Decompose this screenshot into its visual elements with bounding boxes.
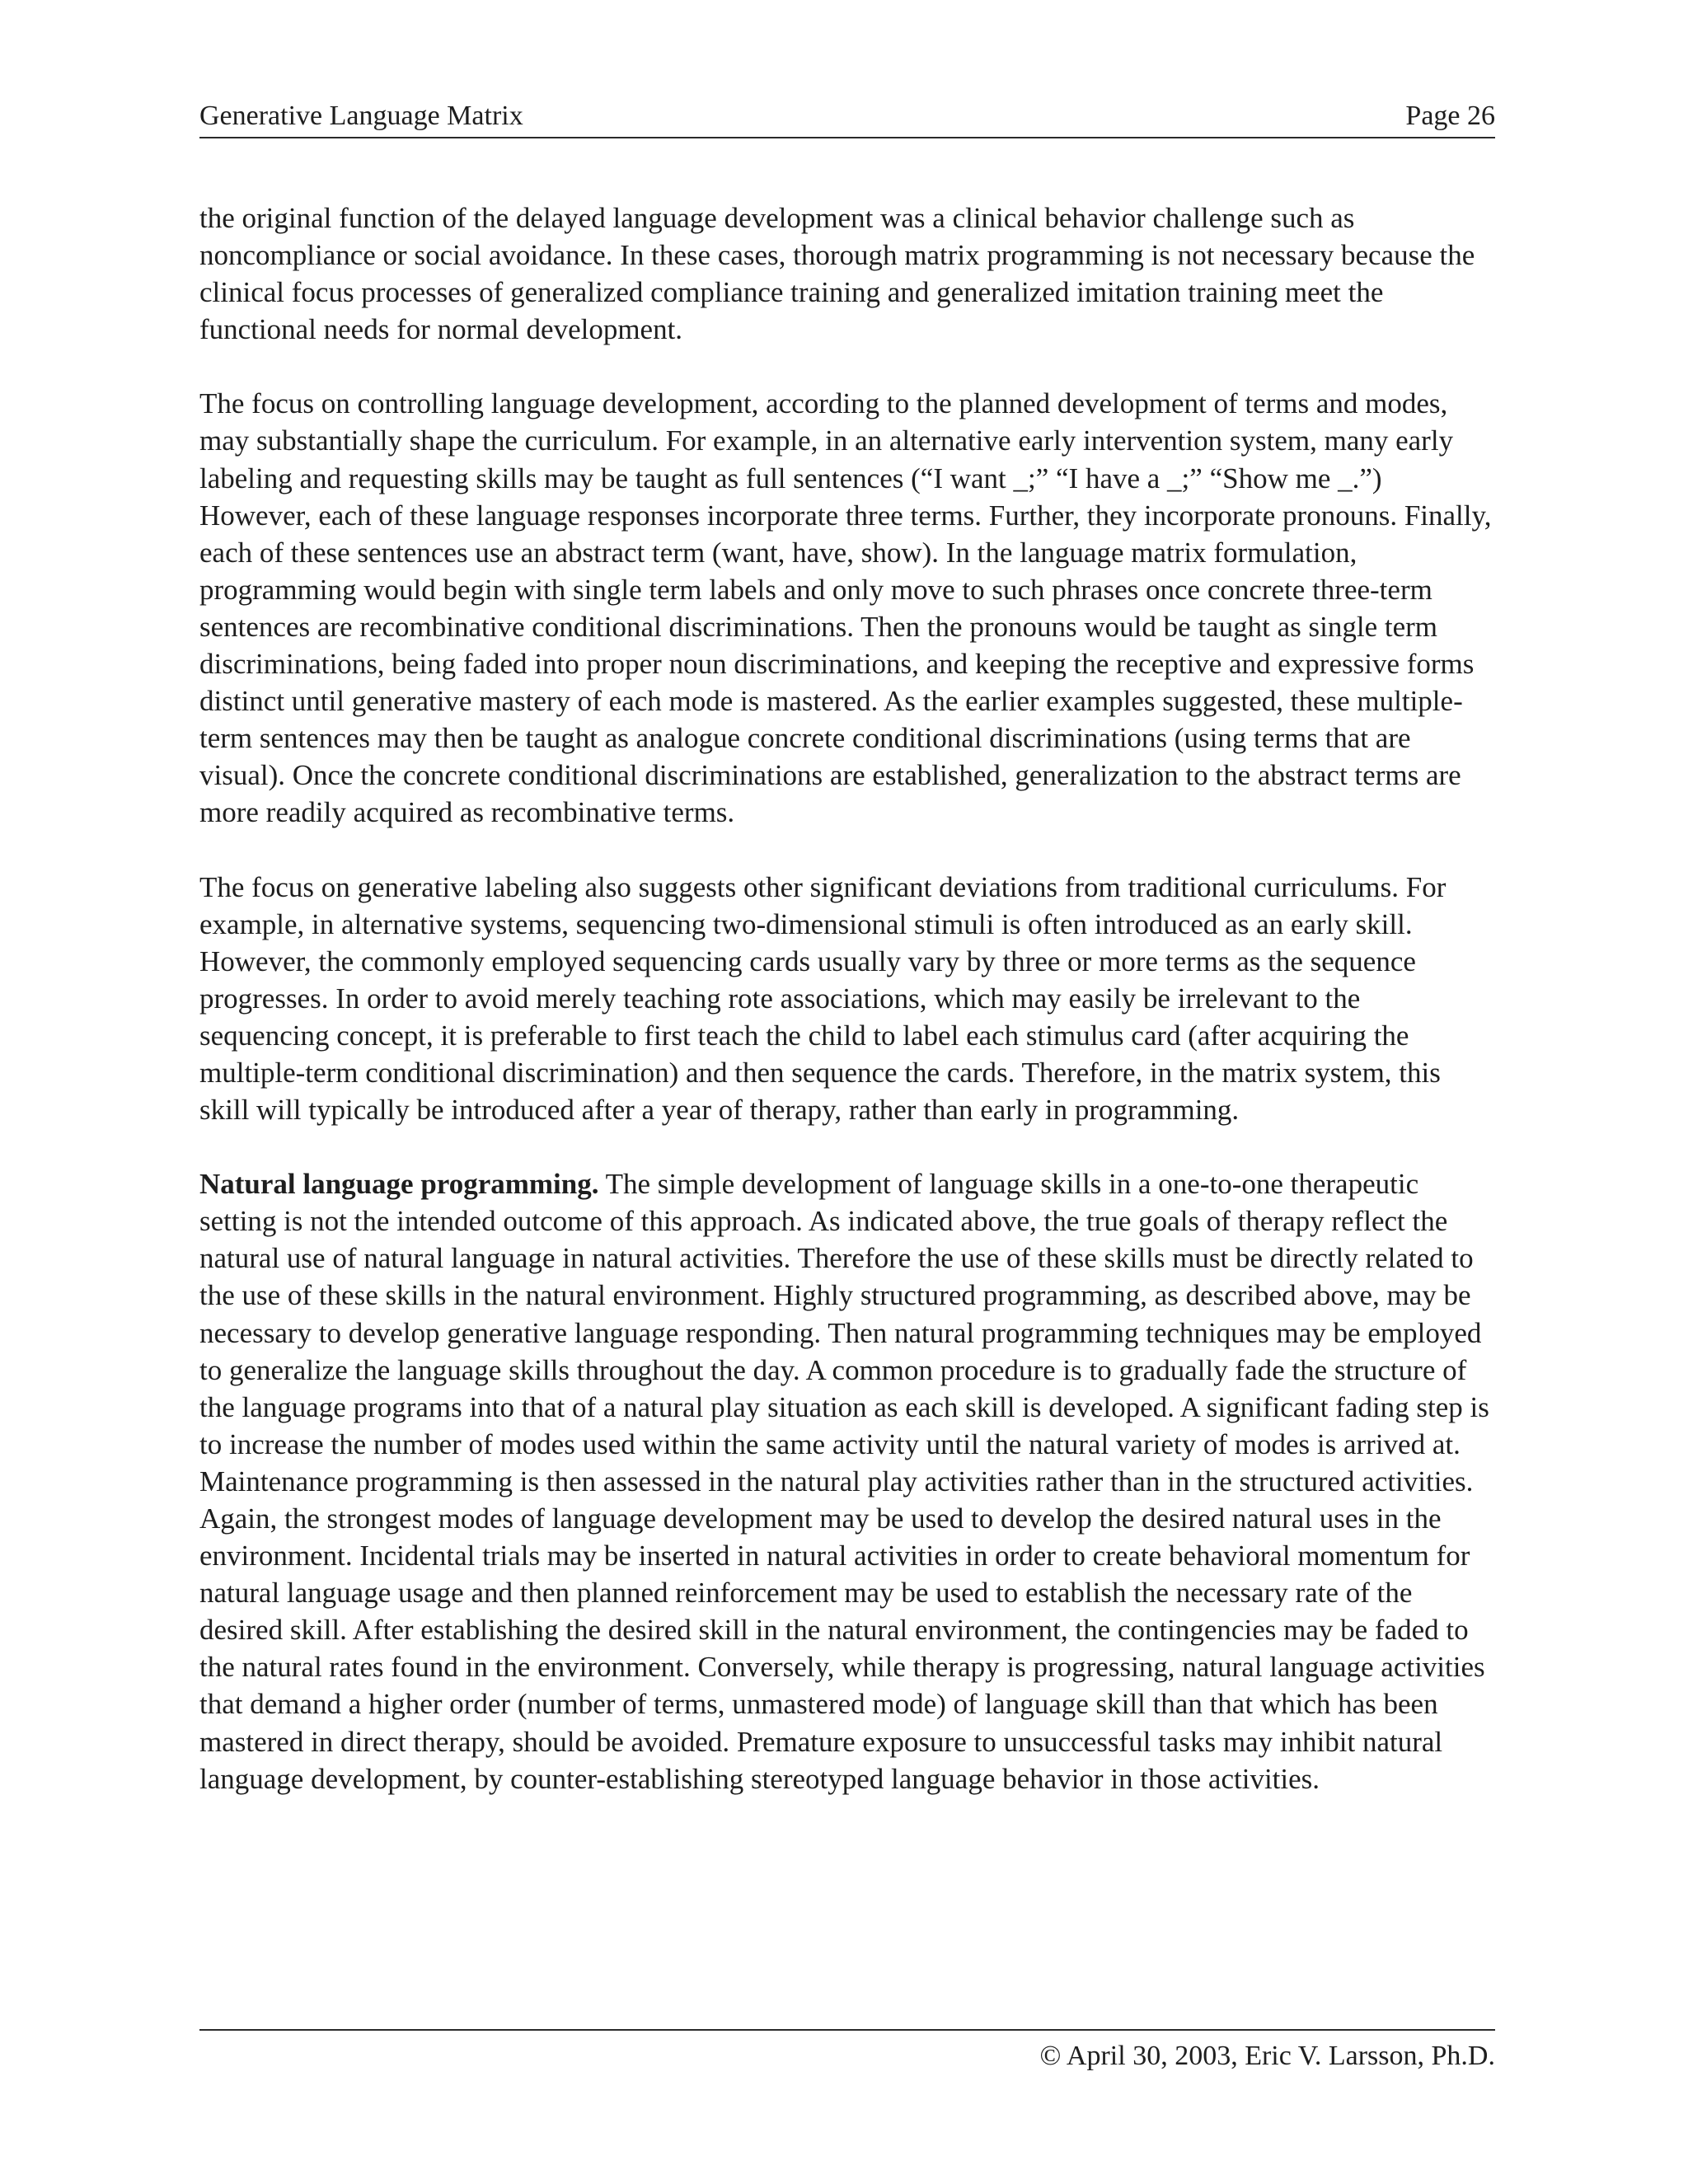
header-divider — [199, 137, 1495, 138]
page-number: Page 26 — [1405, 101, 1495, 131]
page-header — [199, 96, 1495, 137]
section-heading: Natural language programming. — [199, 1168, 599, 1201]
copyright-footer: © April 30, 2003, Eric V. Larsson, Ph.D. — [1039, 2041, 1495, 2071]
paragraph-3: The focus on generative labeling also suggests other significant deviations from traditional curriculums. For example, in alternative systems, sequencing two-dimensional stimuli is often introduced as an early skill. However, the commonly employed sequencing cards usually vary by three or more terms as the sequence progresses. In order to avoid merely teaching rote associations, which may easily be irrelevant to the sequencing concept, it is preferable to first teach the child to label each stimulus card (after acquiring the multiple-term conditional discrimination) and then sequence the cards. Therefore, in the matrix system, this skill will typically be introduced after a year of therapy, rather than early in programming. — [199, 870, 1447, 1127]
paragraph-2: The focus on controlling language development, according to the planned development of terms and modes, may substantially shape the curriculum. For example, in an alternative early intervention system, many early labeling and requesting skills may be taught as full sentences (“I want _;” “I have a _;” “Show me _.”) However, each of these language responses incorporate three terms. Further, they incorporate pronouns. Finally, each of these sentences use an abstract term (want, have, show). In the language matrix formulation, programming would begin with single term labels and only move to such phrases once concrete three-term sentences are recombinative conditional discriminations. Then the pronouns would be taught as single term discriminations, being faded into proper noun discriminations, and keeping the receptive and expressive forms distinct until generative mastery of each mode is mastered. As the earlier examples suggested, these multiple-term sentences may then be taught as analogue concrete conditional discriminations (using terms that are visual). Once the concrete conditional discriminations are established, generalization to the abstract terms are more readily acquired as recombinative terms. — [199, 387, 1492, 829]
paragraph-4 — [199, 1165, 1495, 1797]
body-text — [199, 199, 1495, 1835]
paragraph-1: the original function of the delayed language development was a clinical behavior challenge such as noncompliance or social avoidance. In these cases, thorough matrix programming is not necessary because the clinical focus processes of generalized compliance training and generalized imitation training meet the functional needs for normal development. — [199, 202, 1475, 346]
footer-divider — [199, 2029, 1495, 2031]
paragraph-4-text: The simple development of language skills in a one-to-one therapeutic setting is not the intended outcome of this approach. As indicated above, the true goals of therapy reflect the natural use of natural language in natural activities. Therefore the use of these skills must be directly related to the use of these skills in the natural environment. Highly structured programming, as described above, may be necessary to develop generative language responding. Then natural programming techniques may be employed to generalize the language skills throughout the day. A common procedure is to gradually fade the structure of the language programs into that of a natural play situation as each skill is developed. A significant fading step is to increase the number of modes used within the same activity until the natural variety of modes is arrived at. Maintenance programming is then assessed in the natural play activities rather than in the structured activities. Again, the strongest modes of language development may be used to develop the desired natural uses in the environment. Incidental trials may be inserted in natural activities in order to create behavioral momentum for natural language usage and then planned reinforcement may be used to establish the necessary rate of the desired skill. After establishing the desired skill in the natural environment, the contingencies may be faded to the natural rates found in the environment. Conversely, while therapy is progressing, natural language activities that demand a higher order (number of terms, unmastered mode) of language skill than that which has been mastered in direct therapy, should be avoided. Premature exposure to unsuccessful tasks may inhibit natural language development, by counter-establishing stereotyped language behavior in those activities. — [199, 1168, 1489, 1795]
document-title: Generative Language Matrix — [199, 101, 523, 131]
